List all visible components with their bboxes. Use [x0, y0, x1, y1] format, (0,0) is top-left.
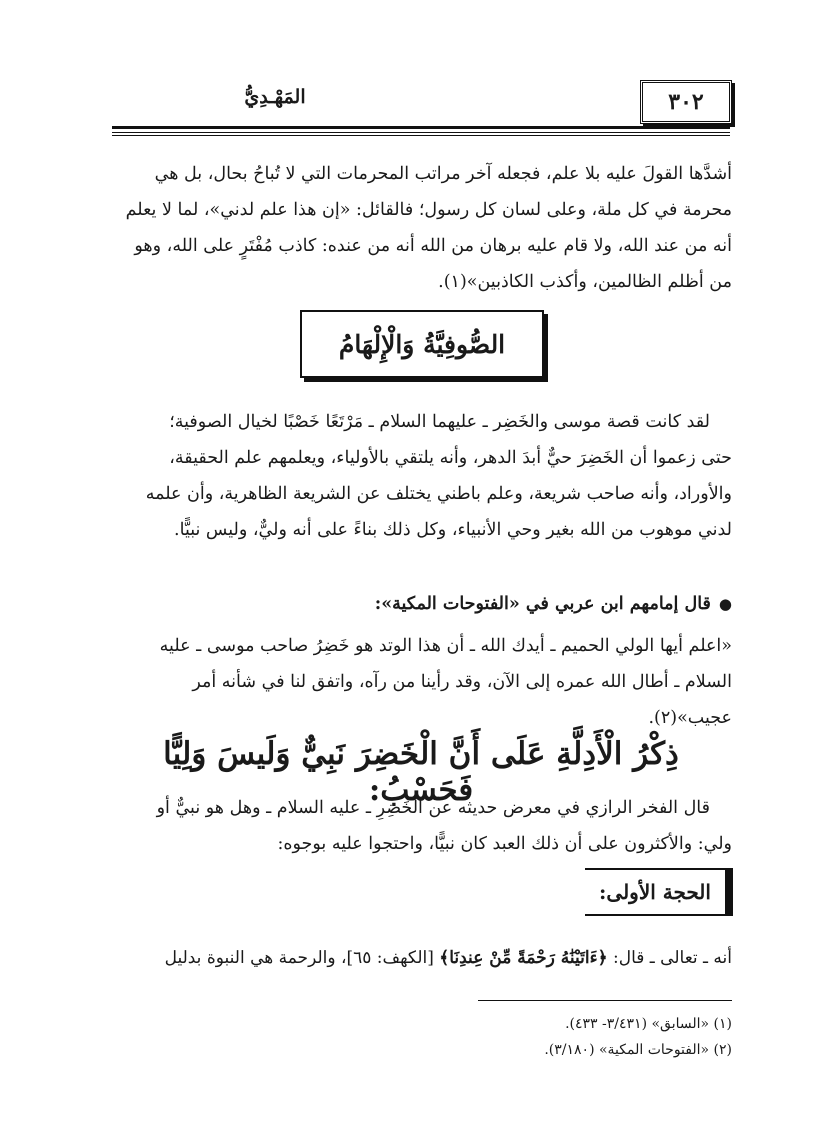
- text-line: قال الفخر الرازي في معرض حديثه عن الخَضِرِ ـ عليه السلام ـ وهل هو نبيٌّ أو: [156, 798, 710, 818]
- verse-intro: أنه ـ تعالى ـ قال:: [607, 948, 732, 968]
- bullet-icon: ●: [718, 595, 732, 613]
- text-line: السلام ـ أطال الله عمره إلى الآن، وقد رأينا من رآه، واتفق لنا في شأنه أمر: [192, 672, 732, 692]
- quran-verse: ﴿ءَاتَيْنَٰهُ رَحْمَةً مِّنْ عِندِنَا﴾: [439, 948, 608, 968]
- text-line: أشدَّها القولَ عليه بلا علم، فجعله آخر مراتب المحرمات التي لا تُباحُ بحال، بل هي: [154, 164, 732, 184]
- bullet-heading-text: قال إمامهم ابن عربي في «الفتوحات المكية»:: [374, 594, 711, 614]
- footnote: (١) «السابق» (٣/٤٣١- ٤٣٣).: [565, 1016, 732, 1032]
- bullet-heading: [200, 594, 732, 614]
- text-line: والأوراد، وأنه صاحب شريعة، وعلم باطني يختلف عن الشريعة الظاهرية، وأن علمه: [145, 484, 732, 504]
- footnote: (٢) «الفتوحات المكية» (٣/١٨٠).: [544, 1042, 732, 1058]
- text-line: ولي: والأكثرون على أن ذلك العبد كان نبيًّا، واحتجوا عليه بوجوه:: [277, 834, 732, 854]
- razi-paragraph: [110, 790, 732, 862]
- header-rule: [112, 135, 730, 136]
- text-line: لدني موهوب من الله بغير وحي الأنبياء، وكل ذلك بناءً على أنه وليٌّ، وليس نبيًّا.: [174, 520, 732, 540]
- text-line: محرمة في كل ملة، وعلى لسان كل رسول؛ فالقائل: «إن هذا علم لدني»، لما لا يعلم: [125, 200, 732, 220]
- text-line: أنه من عند الله، ولا قام عليه برهان من الله أنه من عنده: كاذب مُفْتَرٍ على الله، وهو: [134, 236, 732, 256]
- running-title: المَهْـدِيُّ: [244, 86, 306, 108]
- header-rule: [112, 132, 730, 133]
- intro-paragraph: [110, 156, 732, 300]
- text-line: «اعلم أيها الولي الحميم ـ أيدك الله ـ أن هذا الوتد هو خَضِرُ صاحب موسى ـ عليه: [159, 636, 732, 656]
- footnote-rule: [478, 1000, 732, 1001]
- verse-line: [110, 940, 732, 976]
- page-number: ٣٠٢: [640, 80, 732, 124]
- quote-paragraph: [110, 628, 732, 736]
- text-line: من أظلم الظالمين، وأكذب الكاذبين»(١).: [438, 272, 732, 292]
- text-line: لقد كانت قصة موسى والخَضِر ـ عليهما السلام ـ مَرْتَعًا خَصْبًا لخيال الصوفية؛: [169, 412, 710, 432]
- text-line: حتى زعموا أن الخَضِرَ حيٌّ أبدَ الدهر، وأنه يلتقي بالأولياء، ويعلمهم علم الحقيقة،: [169, 448, 732, 468]
- verse-rest: [الكهف: ٦٥]، والرحمة هي النبوة بدليل: [164, 948, 440, 968]
- evidence-heading: ذِكْرُ الْأَدِلَّةِ عَلَى أَنَّ الْخَضِرَ نَبِيٌّ وَلَيسَ وَلِيًّا فَحَسْبُ:: [163, 736, 679, 808]
- header-rule: [112, 126, 730, 129]
- section-title: الصُّوفِيَّةُ وَالْإِلْهَامُ: [300, 310, 544, 378]
- sufi-paragraph: [110, 404, 732, 548]
- text-line: عجيب»(٢).: [648, 708, 732, 728]
- proof-heading: الحجة الأولى:: [585, 868, 733, 916]
